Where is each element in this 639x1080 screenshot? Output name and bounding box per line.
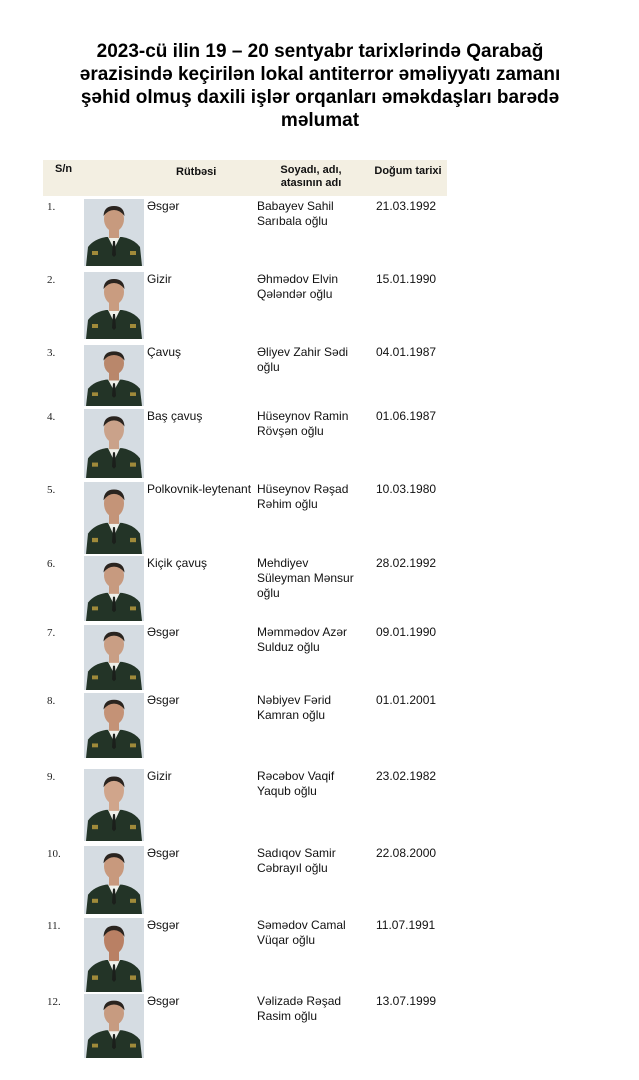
portrait-photo [84,769,144,841]
row-number: 3. [47,347,56,359]
row-number: 7. [47,627,56,639]
row-full-name: Hüseynov Rəşad Rəhim oğlu [257,482,349,511]
row-rank: Çavuş [147,345,182,359]
table-header [43,160,447,196]
row-full-name: Babayev Sahil Sarıbala oğlu [257,199,334,228]
row-full-name: Mehdiyev Süleyman Mənsur oğlu [257,556,354,600]
row-number: 2. [47,274,56,286]
person-photo-icon [84,345,144,406]
portrait-photo [84,272,144,339]
person-photo-icon [84,272,144,339]
person-photo-icon [84,846,144,914]
row-number: 12. [47,996,61,1008]
page-title: 2023-cü ilin 19 – 20 sentyabr tarixlərində Qarabağ ərazisində keçirilən lokal antiterror əməliyyatı zamanı şəhid olmuş daxili işlər orqanları əməkdaşları barədə məlumat [79,41,561,131]
person-photo-icon [84,482,144,554]
person-photo-icon [84,625,144,690]
person-photo-icon [84,918,144,992]
row-rank: Gizir [147,272,172,286]
row-birth-date: 23.02.1982 [376,769,437,783]
person-photo-icon [84,693,144,758]
row-number: 10. [47,848,61,860]
row-rank: Əsgər [147,994,180,1008]
row-number: 1. [47,201,56,213]
row-birth-date: 13.07.1999 [376,994,437,1008]
portrait-photo [84,409,144,478]
row-birth-date: 28.02.1992 [376,556,437,570]
row-full-name: Vəlizadə Rəşad Rasim oğlu [257,994,342,1023]
row-birth-date: 21.03.1992 [376,199,437,213]
portrait-photo [84,625,144,690]
row-full-name: Hüseynov Ramin Rövşən oğlu [257,409,349,438]
row-number: 5. [47,484,56,496]
row-rank: Əsgər [147,625,180,639]
person-photo-icon [84,199,144,266]
row-number: 8. [47,695,56,707]
row-number: 11. [47,920,61,932]
portrait-photo [84,994,144,1058]
person-photo-icon [84,409,144,478]
row-rank: Əsgər [147,918,180,932]
person-photo-icon [84,994,144,1058]
row-rank: Polkovnik-leytenant [147,482,252,496]
portrait-photo [84,556,144,621]
row-birth-date: 10.03.1980 [376,482,437,496]
portrait-photo [84,482,144,554]
portrait-photo [84,199,144,266]
row-number: 4. [47,411,56,423]
row-birth-date: 09.01.1990 [376,625,437,639]
row-birth-date: 15.01.1990 [376,272,437,286]
header-dob: Doğum tarixi [374,165,442,177]
row-rank: Baş çavuş [147,409,203,423]
row-full-name: Məmmədov Azər Sulduz oğlu [257,625,348,654]
header-sn: S/n [55,163,73,175]
header-rank: Rütbəsi [176,166,217,178]
row-rank: Əsgər [147,693,180,707]
row-number: 6. [47,558,56,570]
row-number: 9. [47,771,56,783]
portrait-photo [84,693,144,758]
row-birth-date: 22.08.2000 [376,846,437,860]
row-full-name: Rəcəbov Vaqif Yaqub oğlu [257,769,335,798]
row-full-name: Əhmədov Elvin Qələndər oğlu [257,272,339,301]
person-photo-icon [84,556,144,621]
row-rank: Kiçik çavuş [147,556,208,570]
row-birth-date: 01.06.1987 [376,409,437,423]
row-full-name: Nəbiyev Fərid Kamran oğlu [257,693,332,722]
row-full-name: Əliyev Zahir Sədi oğlu [257,345,349,374]
row-birth-date: 11.07.1991 [376,918,436,932]
row-birth-date: 04.01.1987 [376,345,437,359]
header-name: Soyadı, adı, atasının adı [280,164,342,189]
portrait-photo [84,345,144,406]
row-birth-date: 01.01.2001 [376,693,437,707]
portrait-photo [84,846,144,914]
person-photo-icon [84,769,144,841]
row-full-name: Sadıqov Samir Cəbrayıl oğlu [257,846,336,875]
portrait-photo [84,918,144,992]
row-rank: Əsgər [147,846,180,860]
row-rank: Əsgər [147,199,180,213]
row-full-name: Səmədov Camal Vüqar oğlu [257,918,346,947]
row-rank: Gizir [147,769,172,783]
